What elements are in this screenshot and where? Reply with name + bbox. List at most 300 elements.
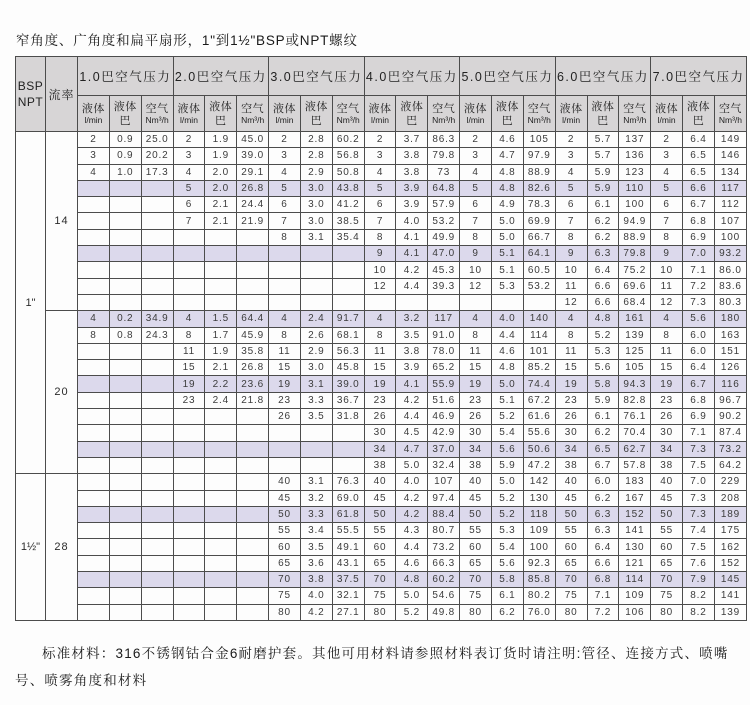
data-cell <box>300 246 332 262</box>
data-cell: 65 <box>364 555 396 571</box>
data-cell <box>237 572 269 588</box>
data-cell: 5.6 <box>683 311 715 327</box>
data-cell: 17.3 <box>141 164 173 180</box>
data-cell: 5.9 <box>587 164 619 180</box>
data-cell: 55 <box>555 523 587 539</box>
data-cell: 4.2 <box>396 490 428 506</box>
data-cell: 79.8 <box>428 148 460 164</box>
data-cell: 6.1 <box>587 197 619 213</box>
data-cell: 5.9 <box>491 457 523 473</box>
data-cell: 5.3 <box>491 278 523 294</box>
table-row <box>16 246 747 262</box>
data-cell: 4.4 <box>491 327 523 343</box>
data-cell: 6.2 <box>587 229 619 245</box>
column-unit-header: 空气 Nm³/h <box>332 96 364 132</box>
data-cell <box>173 278 205 294</box>
data-cell: 5.4 <box>491 539 523 555</box>
data-cell: 35.8 <box>237 343 269 359</box>
data-cell: 36.7 <box>332 392 364 408</box>
data-cell: 40 <box>364 474 396 490</box>
data-cell: 12 <box>651 294 683 310</box>
data-cell: 4 <box>173 311 205 327</box>
data-cell: 50.6 <box>523 441 555 457</box>
data-cell: 34.9 <box>141 311 173 327</box>
data-cell: 6 <box>651 197 683 213</box>
data-cell: 75 <box>364 588 396 604</box>
data-cell: 55.9 <box>428 376 460 392</box>
data-cell: 10 <box>555 262 587 278</box>
data-cell: 4.8 <box>491 180 523 196</box>
data-cell: 45.9 <box>237 327 269 343</box>
data-cell <box>78 523 110 539</box>
data-cell: 3.3 <box>300 506 332 522</box>
column-unit-header: 空气 Nm³/h <box>523 96 555 132</box>
data-cell: 54.6 <box>428 588 460 604</box>
data-cell: 6.7 <box>683 197 715 213</box>
data-cell: 6.5 <box>683 164 715 180</box>
data-cell: 8 <box>651 327 683 343</box>
table-row <box>16 457 747 473</box>
data-cell <box>205 588 237 604</box>
data-cell: 11 <box>651 278 683 294</box>
data-cell <box>237 490 269 506</box>
data-cell: 80 <box>269 604 301 620</box>
data-cell: 12 <box>364 278 396 294</box>
data-cell: 112 <box>714 197 746 213</box>
data-cell <box>109 604 141 620</box>
table-row <box>16 392 747 408</box>
data-cell: 6.1 <box>587 409 619 425</box>
data-cell: 163 <box>714 327 746 343</box>
data-cell: 91.7 <box>332 311 364 327</box>
data-cell: 8 <box>555 229 587 245</box>
data-cell <box>141 441 173 457</box>
data-cell: 70 <box>269 572 301 588</box>
data-cell <box>173 409 205 425</box>
data-cell: 47.0 <box>428 246 460 262</box>
data-cell: 7 <box>269 213 301 229</box>
data-cell <box>78 262 110 278</box>
data-cell: 67.2 <box>523 392 555 408</box>
data-cell: 5 <box>364 180 396 196</box>
data-cell: 93.2 <box>714 246 746 262</box>
data-cell: 6.7 <box>683 376 715 392</box>
data-cell: 4 <box>78 311 110 327</box>
data-cell: 65 <box>460 555 492 571</box>
data-cell: 38 <box>460 457 492 473</box>
data-cell <box>332 425 364 441</box>
data-cell <box>332 262 364 278</box>
data-cell: 8 <box>269 229 301 245</box>
column-unit-header: 液体 巴 <box>300 96 332 132</box>
data-cell: 70 <box>651 572 683 588</box>
data-cell <box>173 229 205 245</box>
data-cell: 80.3 <box>714 294 746 310</box>
data-cell: 189 <box>714 506 746 522</box>
data-cell: 167 <box>619 490 651 506</box>
header-row-units <box>16 96 747 132</box>
data-cell: 45 <box>555 490 587 506</box>
data-cell: 6 <box>460 197 492 213</box>
data-cell: 23 <box>460 392 492 408</box>
data-cell: 6.3 <box>587 523 619 539</box>
data-cell: 55 <box>651 523 683 539</box>
data-cell: 78.3 <box>523 197 555 213</box>
data-cell: 3.8 <box>300 572 332 588</box>
data-cell: 45 <box>651 490 683 506</box>
data-cell: 3 <box>651 148 683 164</box>
column-unit-header: 液体 巴 <box>587 96 619 132</box>
data-cell <box>109 441 141 457</box>
data-cell: 88.9 <box>523 164 555 180</box>
table-row <box>16 164 747 180</box>
data-cell <box>237 555 269 571</box>
data-cell <box>141 294 173 310</box>
data-cell: 6.8 <box>683 213 715 229</box>
pressure-header: 3.0巴空气压力 <box>269 57 365 96</box>
data-cell: 107 <box>714 213 746 229</box>
data-cell: 80 <box>555 604 587 620</box>
data-cell: 75 <box>460 588 492 604</box>
data-cell: 82.8 <box>619 392 651 408</box>
data-cell: 26 <box>555 409 587 425</box>
data-cell <box>78 572 110 588</box>
column-unit-header: 液体 巴 <box>109 96 141 132</box>
data-cell <box>141 262 173 278</box>
column-unit-header: 液体 巴 <box>491 96 523 132</box>
data-cell: 4.8 <box>491 164 523 180</box>
data-cell: 5.8 <box>587 376 619 392</box>
data-cell: 5.6 <box>491 441 523 457</box>
data-cell: 21.8 <box>237 392 269 408</box>
data-cell: 10 <box>460 262 492 278</box>
data-cell <box>78 409 110 425</box>
data-cell: 19 <box>555 376 587 392</box>
data-cell: 50 <box>364 506 396 522</box>
data-cell: 11 <box>555 278 587 294</box>
data-cell: 45.3 <box>428 262 460 278</box>
data-cell <box>78 539 110 555</box>
data-cell: 94.3 <box>619 376 651 392</box>
page-title: 窄角度、广角度和扁平扇形，1"到1½"BSP或NPT螺纹 <box>16 33 358 48</box>
table-row <box>16 604 747 620</box>
data-cell: 45.8 <box>332 360 364 376</box>
data-cell: 56.3 <box>332 343 364 359</box>
data-cell: 97.9 <box>523 148 555 164</box>
data-cell: 6 <box>173 197 205 213</box>
data-cell: 51.6 <box>428 392 460 408</box>
data-cell: 126 <box>714 360 746 376</box>
data-cell: 100 <box>714 229 746 245</box>
data-cell: 55 <box>460 523 492 539</box>
data-cell <box>109 457 141 473</box>
data-cell: 7.1 <box>587 588 619 604</box>
data-cell <box>269 441 301 457</box>
data-cell: 41.2 <box>332 197 364 213</box>
data-cell: 55.6 <box>523 425 555 441</box>
data-cell: 3 <box>555 148 587 164</box>
table-row <box>16 294 747 310</box>
data-cell: 29.1 <box>237 164 269 180</box>
data-cell: 56.8 <box>332 148 364 164</box>
data-cell: 42.9 <box>428 425 460 441</box>
data-cell: 4.2 <box>396 392 428 408</box>
data-cell: 11 <box>460 343 492 359</box>
data-cell: 37.5 <box>332 572 364 588</box>
data-cell: 7.3 <box>683 441 715 457</box>
data-cell: 50.8 <box>332 164 364 180</box>
data-cell: 7.5 <box>683 457 715 473</box>
data-cell: 5.0 <box>396 457 428 473</box>
data-cell: 43.8 <box>332 180 364 196</box>
data-cell: 1.0 <box>109 164 141 180</box>
data-cell: 3.1 <box>300 376 332 392</box>
column-unit-header: 液体 l/min <box>269 96 301 132</box>
data-cell: 26 <box>364 409 396 425</box>
data-cell <box>109 376 141 392</box>
data-cell: 2 <box>269 132 301 148</box>
data-cell: 70 <box>460 572 492 588</box>
data-cell <box>141 425 173 441</box>
data-cell: 4.6 <box>396 555 428 571</box>
table-row <box>16 506 747 522</box>
data-cell: 6.9 <box>683 409 715 425</box>
data-cell <box>173 506 205 522</box>
data-cell <box>300 425 332 441</box>
data-cell <box>141 555 173 571</box>
data-cell: 8 <box>555 327 587 343</box>
data-cell: 3.8 <box>396 164 428 180</box>
data-cell: 3.8 <box>396 343 428 359</box>
data-cell: 117 <box>714 180 746 196</box>
data-cell: 15 <box>460 360 492 376</box>
data-cell: 106 <box>619 604 651 620</box>
data-cell <box>78 197 110 213</box>
data-cell: 6.4 <box>683 132 715 148</box>
data-cell: 2.9 <box>300 164 332 180</box>
data-cell: 4.1 <box>396 229 428 245</box>
table-row <box>16 343 747 359</box>
data-cell: 4.8 <box>396 572 428 588</box>
data-cell: 229 <box>714 474 746 490</box>
data-cell: 3.8 <box>396 148 428 164</box>
data-cell: 208 <box>714 490 746 506</box>
data-cell: 6.0 <box>683 343 715 359</box>
data-cell <box>141 278 173 294</box>
table-row <box>16 132 747 148</box>
data-cell: 152 <box>714 555 746 571</box>
data-cell: 4 <box>555 164 587 180</box>
data-cell: 5.4 <box>491 425 523 441</box>
data-cell: 69.6 <box>619 278 651 294</box>
data-cell: 7.1 <box>683 425 715 441</box>
data-cell <box>109 425 141 441</box>
data-cell: 60 <box>555 539 587 555</box>
data-cell <box>78 474 110 490</box>
data-cell <box>78 343 110 359</box>
data-cell: 82.6 <box>523 180 555 196</box>
data-cell: 78.0 <box>428 343 460 359</box>
data-cell <box>109 392 141 408</box>
column-unit-header: 空气 Nm³/h <box>714 96 746 132</box>
data-cell: 15 <box>269 360 301 376</box>
data-cell: 8 <box>364 327 396 343</box>
table-row <box>16 588 747 604</box>
data-cell: 85.2 <box>523 360 555 376</box>
data-cell: 24.4 <box>237 197 269 213</box>
data-cell <box>109 229 141 245</box>
data-cell: 47.2 <box>523 457 555 473</box>
data-cell: 5.2 <box>491 506 523 522</box>
data-cell <box>173 294 205 310</box>
data-cell: 5.1 <box>491 246 523 262</box>
data-cell: 26.8 <box>237 180 269 196</box>
data-cell: 110 <box>619 180 651 196</box>
data-cell: 5.9 <box>587 180 619 196</box>
data-cell <box>78 294 110 310</box>
data-cell: 38 <box>651 457 683 473</box>
data-cell: 6.1 <box>491 588 523 604</box>
pressure-header: 5.0巴空气压力 <box>460 57 556 96</box>
data-cell <box>205 229 237 245</box>
data-cell: 5.6 <box>587 360 619 376</box>
data-cell: 180 <box>714 311 746 327</box>
data-cell <box>109 409 141 425</box>
data-cell: 50 <box>555 506 587 522</box>
column-unit-header: 液体 l/min <box>173 96 205 132</box>
data-cell: 64.8 <box>428 180 460 196</box>
data-cell: 21.9 <box>237 213 269 229</box>
data-cell <box>78 392 110 408</box>
data-cell: 4.1 <box>396 376 428 392</box>
data-cell: 6.2 <box>491 604 523 620</box>
data-cell: 121 <box>619 555 651 571</box>
data-cell: 15 <box>651 360 683 376</box>
data-cell: 146 <box>714 148 746 164</box>
data-cell <box>396 294 428 310</box>
data-cell <box>141 376 173 392</box>
data-cell <box>141 572 173 588</box>
data-cell <box>173 490 205 506</box>
data-cell: 53.2 <box>523 278 555 294</box>
data-cell <box>205 425 237 441</box>
data-cell: 2.8 <box>300 148 332 164</box>
data-cell <box>205 294 237 310</box>
data-cell: 20.2 <box>141 148 173 164</box>
data-cell: 2.0 <box>205 180 237 196</box>
data-cell <box>78 213 110 229</box>
data-cell: 97.4 <box>428 490 460 506</box>
data-cell: 50 <box>269 506 301 522</box>
data-cell: 5.2 <box>491 409 523 425</box>
data-cell <box>78 180 110 196</box>
data-cell <box>237 474 269 490</box>
data-cell: 60 <box>269 539 301 555</box>
pressure-table <box>15 56 747 621</box>
column-unit-header: 空气 Nm³/h <box>619 96 651 132</box>
data-cell: 107 <box>428 474 460 490</box>
data-cell: 26 <box>269 409 301 425</box>
data-cell: 4.7 <box>491 148 523 164</box>
data-cell: 5.7 <box>587 132 619 148</box>
table-row <box>16 539 747 555</box>
data-cell: 6.2 <box>587 490 619 506</box>
data-cell: 3.4 <box>300 523 332 539</box>
data-cell: 70 <box>364 572 396 588</box>
data-cell: 61.8 <box>332 506 364 522</box>
data-cell: 49.1 <box>332 539 364 555</box>
data-cell: 7.9 <box>683 572 715 588</box>
data-cell: 55 <box>269 523 301 539</box>
data-cell: 38.5 <box>332 213 364 229</box>
data-cell: 6.7 <box>587 457 619 473</box>
data-cell <box>173 457 205 473</box>
data-cell: 26 <box>460 409 492 425</box>
data-cell: 9 <box>651 246 683 262</box>
data-cell: 5.6 <box>491 555 523 571</box>
data-cell: 50 <box>651 506 683 522</box>
data-cell <box>237 409 269 425</box>
data-cell: 5.0 <box>491 474 523 490</box>
data-cell <box>237 588 269 604</box>
data-cell <box>364 294 396 310</box>
data-cell: 23 <box>269 392 301 408</box>
data-cell <box>109 246 141 262</box>
data-cell: 4.7 <box>396 441 428 457</box>
table-row <box>16 311 747 327</box>
data-cell: 94.9 <box>619 213 651 229</box>
data-cell <box>205 572 237 588</box>
data-cell <box>78 376 110 392</box>
data-cell: 3 <box>78 148 110 164</box>
data-cell: 23 <box>651 392 683 408</box>
data-cell: 5.9 <box>587 392 619 408</box>
data-cell: 39.0 <box>237 148 269 164</box>
data-cell <box>78 425 110 441</box>
data-cell: 3.6 <box>300 555 332 571</box>
data-cell: 7.6 <box>683 555 715 571</box>
data-cell: 3.7 <box>396 132 428 148</box>
data-cell: 66.3 <box>428 555 460 571</box>
data-cell: 9 <box>364 246 396 262</box>
data-cell: 83.6 <box>714 278 746 294</box>
data-cell: 0.9 <box>109 132 141 148</box>
data-cell: 55 <box>364 523 396 539</box>
data-cell <box>205 262 237 278</box>
data-cell: 139 <box>714 604 746 620</box>
data-cell: 4 <box>460 164 492 180</box>
data-cell: 73 <box>428 164 460 180</box>
data-cell: 10 <box>364 262 396 278</box>
data-cell: 116 <box>714 376 746 392</box>
column-unit-header: 液体 l/min <box>651 96 683 132</box>
data-cell <box>141 506 173 522</box>
pressure-header: 2.0巴空气压力 <box>173 57 269 96</box>
data-cell: 3.9 <box>396 197 428 213</box>
data-cell: 27.1 <box>332 604 364 620</box>
data-cell <box>300 441 332 457</box>
data-cell <box>205 441 237 457</box>
data-cell: 30 <box>364 425 396 441</box>
data-cell: 4.4 <box>396 539 428 555</box>
data-cell: 4 <box>173 164 205 180</box>
data-cell: 76.1 <box>619 409 651 425</box>
data-cell <box>78 360 110 376</box>
data-cell: 64.2 <box>714 457 746 473</box>
data-cell: 75 <box>555 588 587 604</box>
pressure-header: 6.0巴空气压力 <box>555 57 651 96</box>
data-cell: 11 <box>555 343 587 359</box>
